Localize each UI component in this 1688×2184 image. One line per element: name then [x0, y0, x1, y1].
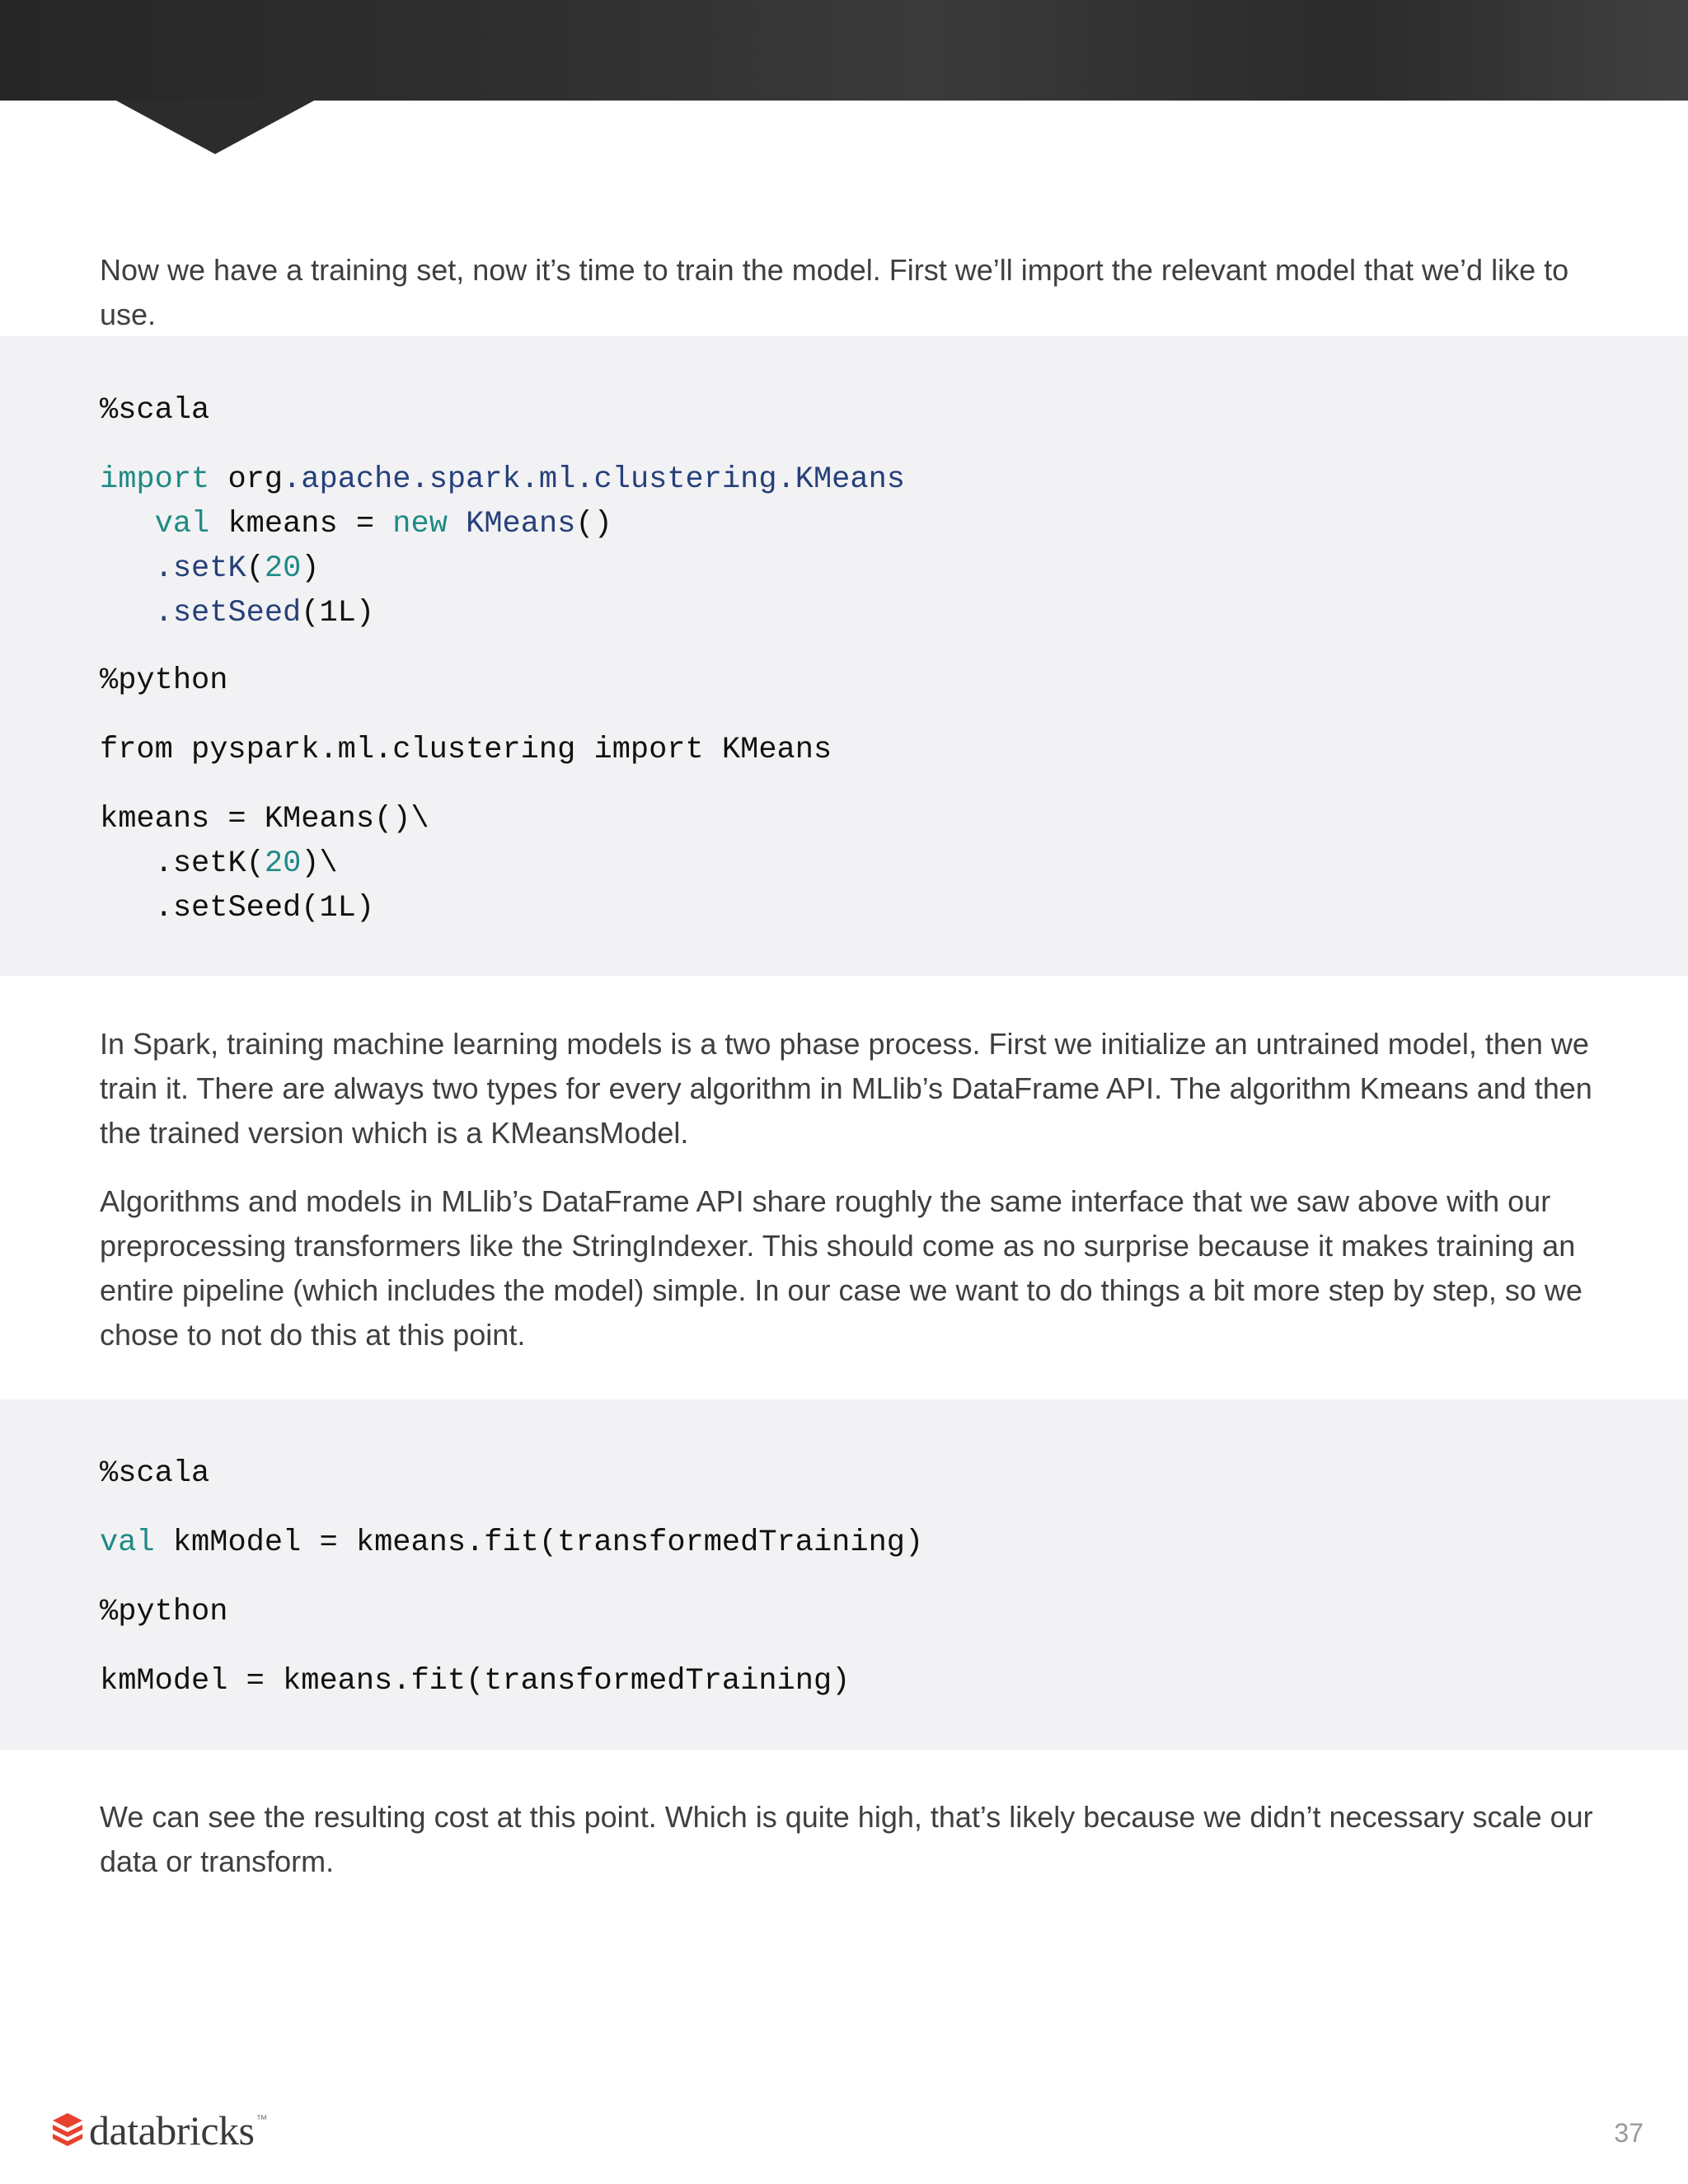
code-scala-setseed — [100, 591, 374, 635]
code-python-setk-suffix: )\ — [301, 846, 338, 881]
code-python-setk — [100, 841, 338, 886]
code-keyword-val: val — [154, 507, 210, 541]
code-scala-val — [100, 502, 612, 546]
code-python-setk-prefix: .setK( — [154, 846, 265, 881]
code-method-setseed: .setSeed — [154, 596, 302, 630]
code-setk-open: ( — [246, 551, 265, 586]
paragraph-training-process — [100, 1022, 1600, 1155]
intro-text: Now we have a training set, now it’s time to train the model. First we’ll import the relevant model that we’d like to use. — [100, 253, 1569, 331]
code-python-tag: %python — [100, 663, 228, 698]
code-val-decl: kmeans = — [209, 507, 393, 541]
code-scala-fit — [100, 1521, 923, 1565]
code-python-assign: kmeans = KMeans()\ — [100, 802, 429, 837]
code-import-package: .apache.spark.ml.clustering.KMeans — [283, 462, 906, 497]
code-scala-import — [100, 457, 905, 502]
code-setk-number: 20 — [264, 551, 302, 586]
databricks-logo-icon — [51, 2111, 84, 2149]
page-number: 37 — [1614, 2118, 1643, 2148]
code-setseed-args: (1L) — [301, 596, 375, 630]
code-python-tag-2: %python — [100, 1595, 228, 1629]
code-scala-fit-rest: kmModel = kmeans.fit(transformedTraining) — [154, 1526, 924, 1560]
code-keyword-val-2: val — [100, 1526, 155, 1560]
footer-logo — [51, 2106, 267, 2155]
code-block-fit — [0, 1399, 1688, 1750]
header-notch — [115, 100, 316, 154]
header-band — [0, 0, 1688, 101]
paragraph-cost — [100, 1795, 1600, 1884]
paragraph-training-text: In Spark, training machine learning models is a two phase process. First we initialize an untrained model, then we train it. There are always two types for every algorithm in MLlib’s DataFrame API. The algorithm Kmeans and then the trained version which is a KMeansModel. — [100, 1027, 1592, 1150]
code-import-org: org — [227, 462, 284, 497]
paragraph-algorithms-text: Algorithms and models in MLlib’s DataFrame API share roughly the same interface that we saw above with our preprocessing transformers like the StringIndexer. This should come as no surprise because it makes training an entire pipeline (which includes the model) simple. In our case we want to do things a bit more step by step, so we chose to not do this at this point. — [100, 1184, 1582, 1352]
paragraph-cost-text: We can see the resulting cost at this point. Which is quite high, that’s likely because we didn’t necessary scale our data or transform. — [100, 1800, 1593, 1878]
trademark-mark: ™ — [256, 2112, 268, 2125]
code-scala-setk — [100, 546, 320, 591]
brand-name: databricks — [89, 2107, 255, 2154]
code-python-import: from pyspark.ml.clustering import KMeans — [100, 733, 832, 767]
paragraph-algorithms — [100, 1179, 1600, 1357]
code-scala-tag-2: %scala — [100, 1456, 210, 1491]
code-keyword-import: import — [100, 462, 210, 497]
code-setk-close: ) — [301, 551, 320, 586]
code-class-kmeans: KMeans — [466, 507, 576, 541]
intro-paragraph — [100, 248, 1600, 337]
code-method-setk: .setK — [154, 551, 246, 586]
code-python-setseed — [100, 886, 374, 930]
code-python-fit: kmModel = kmeans.fit(transformedTraining) — [100, 1664, 851, 1699]
code-python-setk-number: 20 — [264, 846, 302, 881]
code-block-import — [0, 336, 1688, 976]
code-keyword-new: new — [392, 507, 448, 541]
code-python-setseed-text: .setSeed(1L) — [154, 891, 375, 926]
code-scala-tag: %scala — [100, 393, 210, 428]
code-new-parens: () — [575, 507, 612, 541]
